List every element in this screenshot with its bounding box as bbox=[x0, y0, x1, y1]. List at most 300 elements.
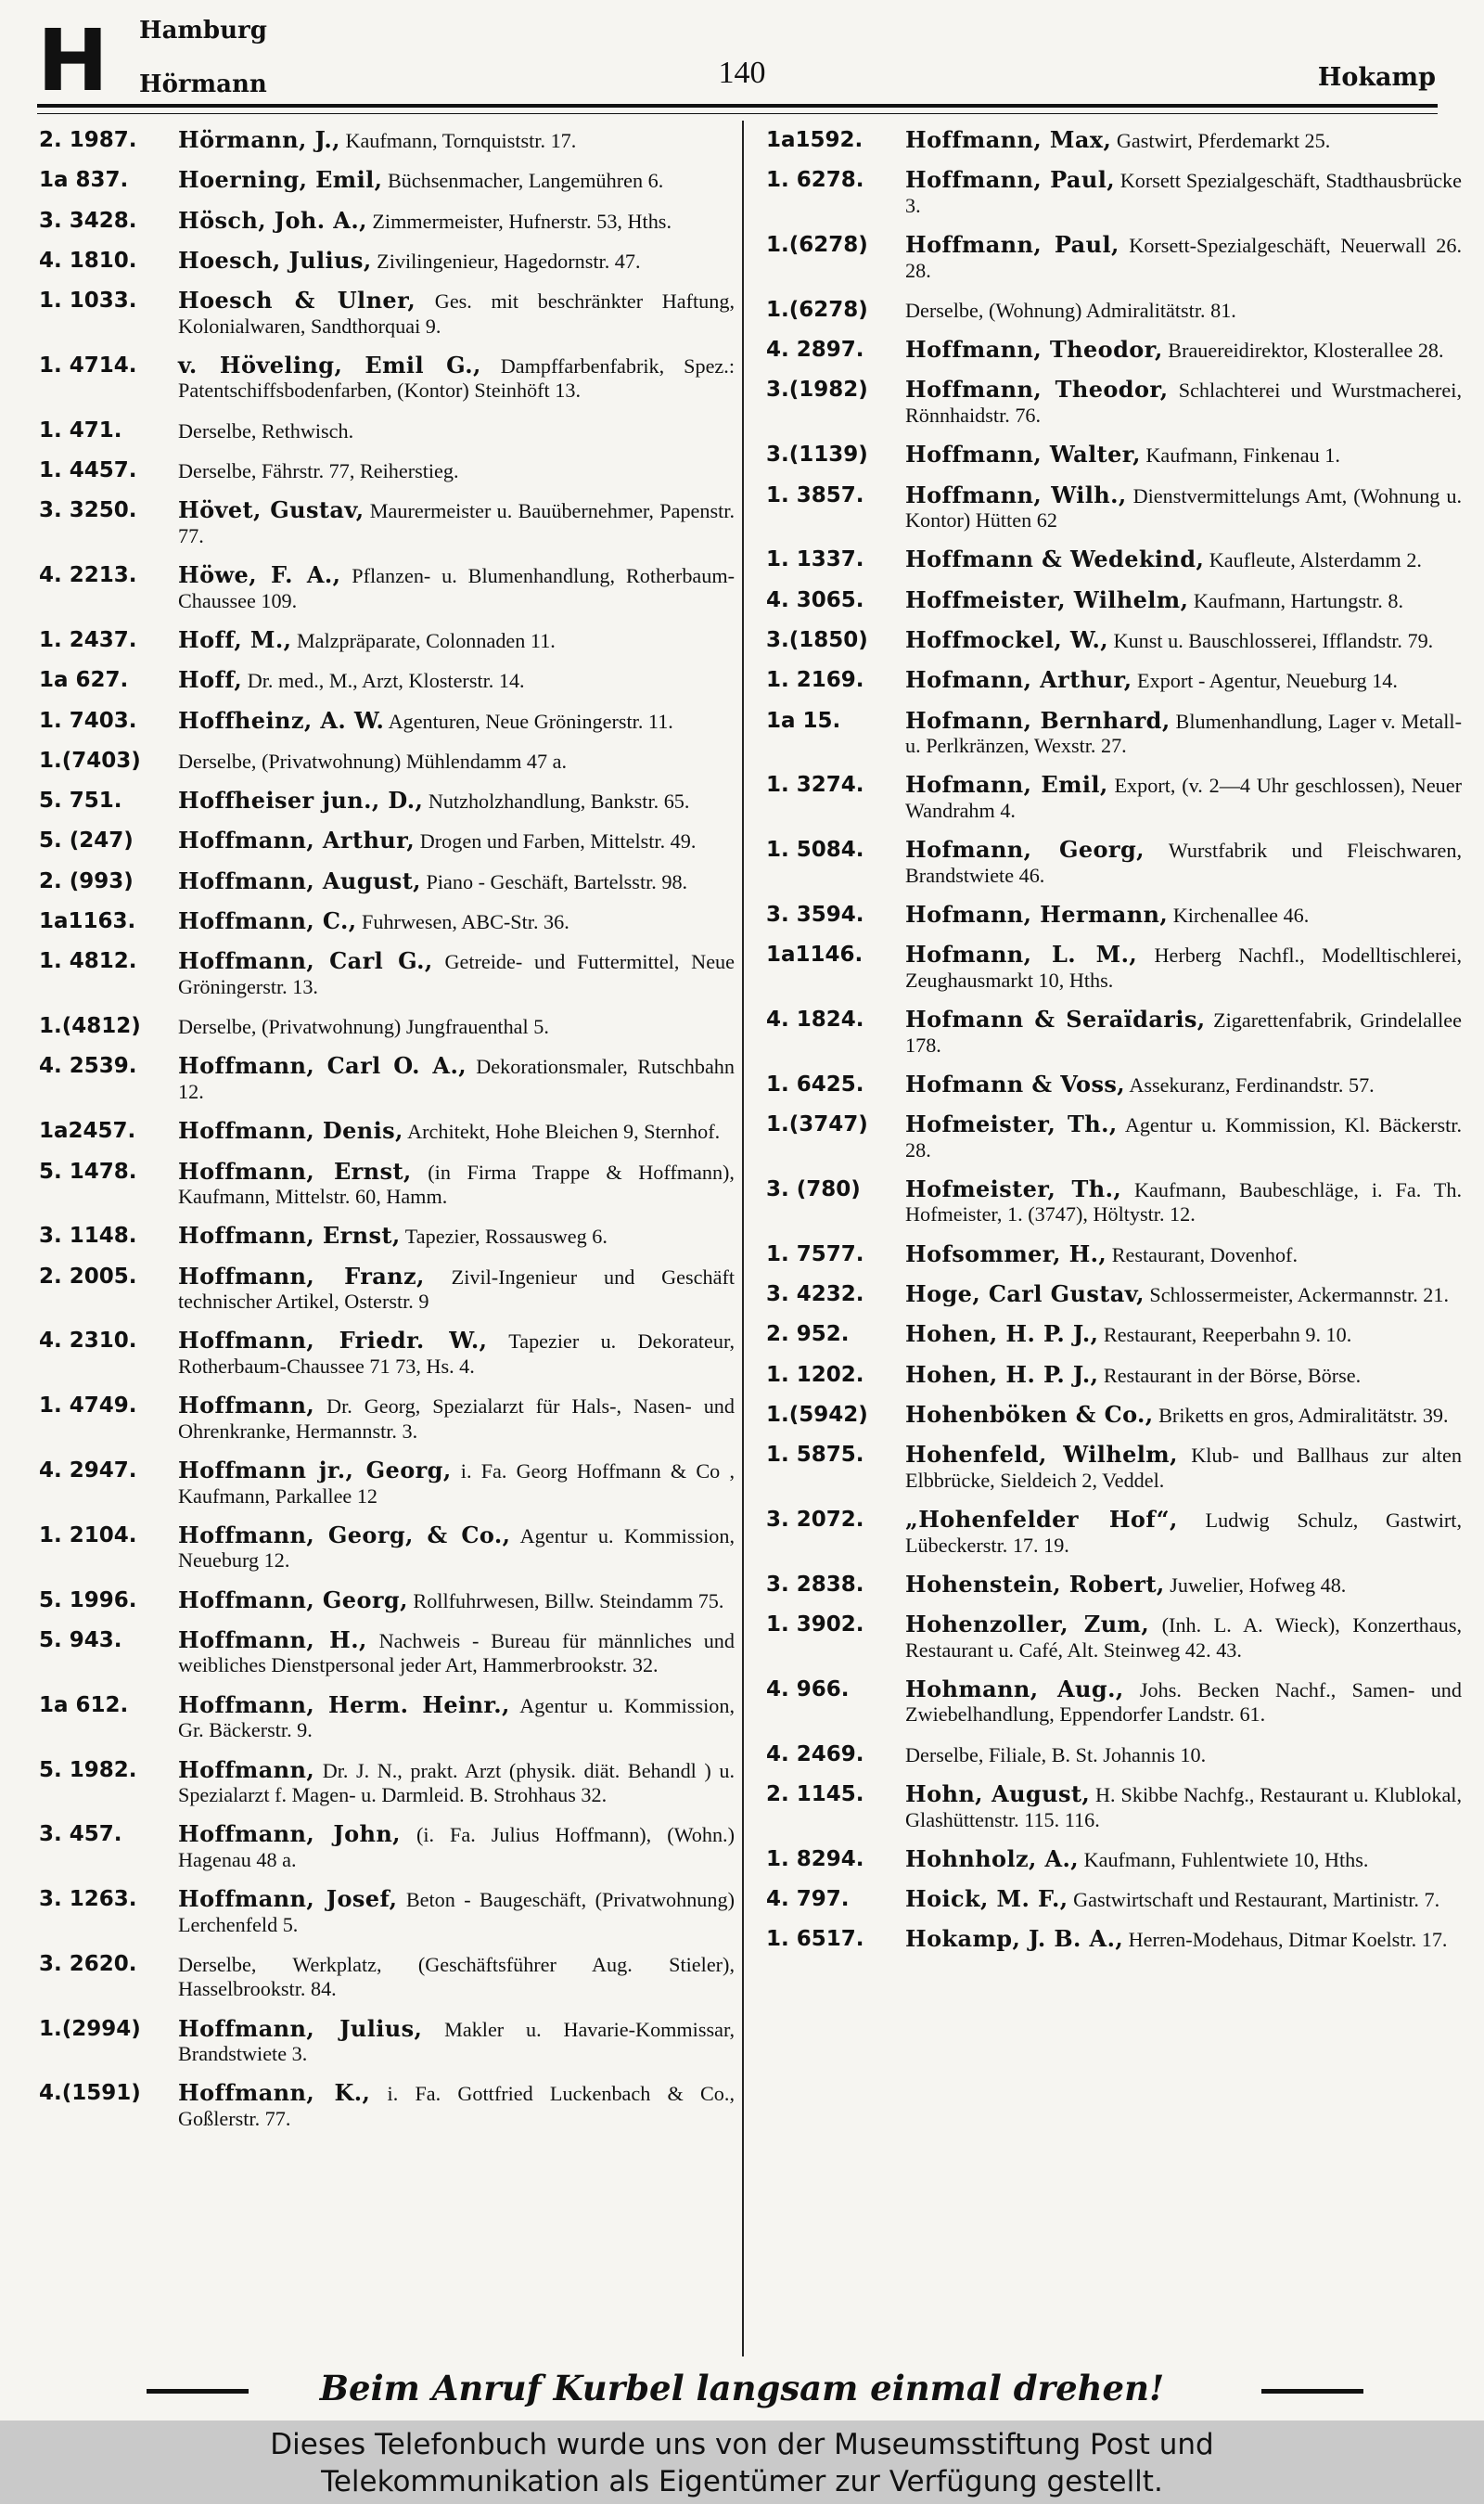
phone-number: 3. 2838. bbox=[766, 1572, 864, 1597]
entry-details: i. Fa. Gottfried Luckenbach & Co., Goßlerstr. 77. bbox=[178, 2082, 735, 2130]
phone-number: 1. 5084. bbox=[766, 838, 864, 863]
keyword-first-entry: Hörmann bbox=[139, 71, 267, 98]
phone-number: 5. 943. bbox=[39, 1627, 122, 1652]
subscriber-name: Hoffmann, Ernst, bbox=[178, 1222, 401, 1250]
entry-text bbox=[905, 1612, 1462, 1663]
entry-text bbox=[905, 1844, 1462, 1873]
entry-details: Zigarettenfabrik, Grindelallee 178. bbox=[905, 1008, 1462, 1057]
subscriber-name: Hoff, M., bbox=[178, 625, 292, 653]
entry-details: Gastwirt, Pferdemarkt 25. bbox=[1111, 129, 1331, 152]
phone-number: 1a1146. bbox=[766, 943, 864, 968]
entry-details: Rollfuhrwesen, Billw. Steindamm 75. bbox=[407, 1588, 724, 1612]
entry-details: H. Skibbe Nachfg., Restaurant u. Klublokal, Glashüttenstr. 115. 116. bbox=[905, 1783, 1463, 1831]
phone-number: 1. 1033. bbox=[39, 289, 137, 314]
subscriber-name: Hoff, bbox=[178, 666, 243, 694]
subscriber-name: Hoffmann, Theodor, bbox=[905, 376, 1169, 404]
directory-entry bbox=[766, 943, 1462, 993]
page-number: 140 bbox=[718, 56, 766, 90]
entry-text bbox=[905, 1400, 1462, 1429]
phone-number: 1.(7403) bbox=[39, 748, 141, 773]
phone-number: 1. 7577. bbox=[766, 1241, 864, 1266]
phone-number: 4. 966. bbox=[766, 1676, 850, 1701]
entry-text bbox=[178, 706, 735, 735]
directory-entry bbox=[766, 483, 1462, 533]
directory-entry bbox=[39, 458, 735, 484]
subscriber-name: Hohmann, Aug., bbox=[905, 1675, 1124, 1702]
entry-details: Piano - Geschäft, Bartelsstr. 98. bbox=[420, 869, 688, 893]
subscriber-name: Hoffmann, Friedr. W., bbox=[178, 1327, 488, 1355]
subscriber-name: „Hohenfelder Hof“, bbox=[905, 1506, 1178, 1534]
entry-text bbox=[178, 128, 735, 154]
directory-entry bbox=[39, 289, 735, 339]
entry-text bbox=[905, 298, 1462, 324]
column-divider bbox=[742, 121, 744, 2356]
subscriber-name: Hoffmann, Theodor, bbox=[905, 336, 1163, 364]
subscriber-name: Hoffmann, August, bbox=[178, 867, 421, 894]
directory-entry bbox=[39, 1054, 735, 1104]
directory-entry bbox=[766, 1072, 1462, 1098]
subscriber-name: Hoffmann, Paul, bbox=[905, 231, 1119, 259]
entry-details: Makler u. Havarie-Kommissar, Brandstwiete 3. bbox=[178, 2017, 736, 2066]
phone-number: 1. 3274. bbox=[766, 773, 864, 798]
subscriber-name: Hoffmann, Franz, bbox=[178, 1262, 425, 1290]
entry-details: Derselbe, (Wohnung) Admiralitätstr. 81. bbox=[905, 298, 1236, 322]
phone-number: 1. 4714. bbox=[39, 353, 137, 378]
entry-text bbox=[905, 1887, 1462, 1913]
directory-entry bbox=[766, 1239, 1462, 1268]
entry-details: Agentur u. Kommission, Gr. Bäckerstr. 9. bbox=[178, 1693, 735, 1742]
subscriber-name: Hoffmann, bbox=[178, 1392, 315, 1419]
subscriber-name: Hofmann & Voss, bbox=[905, 1070, 1126, 1098]
entry-details: Pflanzen- u. Blumenhandlung, Rotherbaum-Chaussee 109. bbox=[178, 564, 735, 612]
directory-entry bbox=[39, 246, 735, 275]
entry-details: Dekorationsmaler, Rutschbahn 12. bbox=[178, 1055, 735, 1103]
entry-text bbox=[178, 246, 735, 275]
phone-number: 3. 1148. bbox=[39, 1224, 137, 1249]
subscriber-name: Hörmann, J., bbox=[178, 126, 340, 153]
subscriber-name: Hoffmann, C., bbox=[178, 907, 357, 935]
phone-number: 3. 3594. bbox=[766, 902, 864, 927]
entry-details: (in Firma Trappe & Hoffmann), Kaufmann, Mittelstr. 60, Hamm. bbox=[178, 1160, 735, 1209]
entry-text bbox=[178, 1157, 735, 1210]
phone-number: 1. 2169. bbox=[766, 668, 864, 693]
subscriber-name: Hoffmann, Max, bbox=[905, 126, 1112, 153]
phone-number: 1a 15. bbox=[766, 708, 841, 733]
entry-text bbox=[178, 1523, 735, 1573]
directory-entry bbox=[766, 1400, 1462, 1429]
entry-details: Agentur u. Kommission, Neueburg 12. bbox=[178, 1523, 735, 1573]
subscriber-name: Hoffmann, H., bbox=[178, 1625, 367, 1653]
phone-number: 1a 837. bbox=[39, 168, 129, 193]
directory-entry bbox=[766, 1927, 1462, 1953]
phone-number: 4. 1824. bbox=[766, 1008, 864, 1033]
directory-entry bbox=[766, 773, 1462, 823]
subscriber-name: Hofmann, Bernhard, bbox=[905, 706, 1171, 734]
credit-bar bbox=[0, 2421, 1484, 2504]
directory-entry bbox=[766, 1177, 1462, 1227]
entry-details: Dienstvermittelungs Amt, (Wohnung u. Kontor) Hütten 62 bbox=[905, 483, 1462, 533]
entry-text bbox=[178, 1822, 735, 1872]
entry-details: Assekuranz, Ferdinandstr. 57. bbox=[1125, 1072, 1375, 1097]
entry-details: Agentur u. Kommission, Kl. Bäckerstr. 28. bbox=[905, 1113, 1463, 1162]
entry-details: Getreide- und Futtermittel, Neue Gröningerstr. 13. bbox=[178, 950, 735, 998]
directory-entry bbox=[766, 547, 1462, 573]
entry-details: Ges. mit beschränkter Haftung, Kolonialwaren, Sandthorquai 9. bbox=[178, 289, 735, 338]
phone-number: 3.(1139) bbox=[766, 443, 868, 468]
subscriber-name: v. Höveling, Emil G., bbox=[178, 351, 481, 379]
phone-number: 1. 5875. bbox=[766, 1443, 864, 1468]
directory-entry bbox=[766, 1322, 1462, 1348]
subscriber-name: Hoick, M. F., bbox=[905, 1885, 1068, 1913]
entry-details: Herren-Modehaus, Ditmar Koelstr. 17. bbox=[1123, 1928, 1448, 1952]
entry-details: Malzpräparate, Colonnaden 11. bbox=[291, 628, 556, 652]
subscriber-name: Hokamp, J. B. A., bbox=[905, 1925, 1124, 1953]
subscriber-name: Hoerning, Emil, bbox=[178, 166, 383, 194]
phone-number: 1a1592. bbox=[766, 128, 864, 152]
subscriber-name: Hofmann, Arthur, bbox=[905, 666, 1132, 694]
entry-details: Kaufmann, Hartungstr. 8. bbox=[1188, 588, 1404, 612]
subscriber-name: Hoffmann, John, bbox=[178, 1820, 401, 1848]
phone-number: 3.(1982) bbox=[766, 378, 868, 403]
phone-number: 1.(6278) bbox=[766, 297, 868, 322]
directory-entry bbox=[766, 443, 1462, 469]
phone-number: 3. 2072. bbox=[766, 1508, 864, 1533]
subscriber-name: Hohen, H. P. J., bbox=[905, 1320, 1099, 1348]
directory-entry bbox=[766, 838, 1462, 888]
entry-details: Brauereidirektor, Klosterallee 28. bbox=[1162, 339, 1444, 363]
entry-details: Briketts en gros, Admiralitätstr. 39. bbox=[1153, 1403, 1449, 1427]
directory-entry bbox=[766, 585, 1462, 614]
entry-details: Derselbe, Rethwisch. bbox=[178, 418, 354, 443]
phone-number: 1. 3857. bbox=[766, 482, 864, 507]
subscriber-name: Höwe, F. A., bbox=[178, 561, 341, 589]
phone-number: 2. 1987. bbox=[39, 128, 137, 152]
entry-details: Tapezier, Rossausweg 6. bbox=[400, 1225, 608, 1249]
directory-entry bbox=[766, 378, 1462, 428]
entry-details: Büchsenmacher, Langemühren 6. bbox=[382, 169, 664, 193]
phone-number: 4. 797. bbox=[766, 1887, 850, 1912]
subscriber-name: Hoffmann, Josef, bbox=[178, 1885, 398, 1913]
entry-text bbox=[905, 1239, 1462, 1268]
entry-text bbox=[905, 1112, 1462, 1162]
entry-details: (i. Fa. Julius Hoffmann), (Wohn.) Hagenau 48 a. bbox=[178, 1823, 735, 1871]
phone-number: 1.(3747) bbox=[766, 1112, 868, 1137]
phone-number: 4.(1591) bbox=[39, 2081, 141, 2106]
subscriber-name: Hoffmann, Georg, & Co., bbox=[178, 1521, 511, 1548]
entry-text bbox=[178, 1952, 735, 2002]
footer-notice: Beim Anruf Kurbel langsam einmal drehen! bbox=[319, 2368, 1165, 2408]
subscriber-name: Hohnholz, A., bbox=[905, 1844, 1080, 1872]
directory-entry bbox=[39, 1014, 735, 1040]
phone-number: 1. 471. bbox=[39, 417, 122, 443]
entry-details: Schlossermeister, Ackermannstr. 21. bbox=[1144, 1283, 1450, 1307]
phone-number: 2. 2005. bbox=[39, 1264, 137, 1289]
subscriber-name: Hohen, H. P. J., bbox=[905, 1360, 1099, 1388]
entry-details: Johs. Becken Nachf., Samen- und Zwiebelhandlung, Eppendorfer Landstr. 61. bbox=[905, 1677, 1462, 1727]
entry-details: Tapezier u. Dekorateur, Rotherbaum-Chaussee 71 73, Hs. 4. bbox=[178, 1329, 735, 1378]
subscriber-name: Hoffmann, Ernst, bbox=[178, 1157, 412, 1185]
directory-entry bbox=[39, 1393, 735, 1444]
directory-entry bbox=[766, 128, 1462, 154]
subscriber-name: Hoffmann jr., Georg, bbox=[178, 1457, 452, 1484]
phone-number: 2. 952. bbox=[766, 1322, 850, 1347]
directory-entry bbox=[39, 498, 735, 548]
entry-details: Restaurant, Dovenhof. bbox=[1107, 1242, 1298, 1266]
entry-text bbox=[178, 1119, 735, 1145]
phone-number: 2. (993) bbox=[39, 868, 134, 893]
phone-number: 4. 2213. bbox=[39, 563, 137, 588]
entry-details: Wurstfabrik und Fleischwaren, Brandstwiete 46. bbox=[905, 839, 1462, 887]
phone-number: 3. 457. bbox=[39, 1822, 122, 1847]
subscriber-name: Hoffmann, Arthur, bbox=[178, 827, 416, 854]
entry-details: Korsett-Spezialgeschäft, Neuerwall 26. 28. bbox=[905, 234, 1462, 282]
phone-number: 4. 2310. bbox=[39, 1329, 137, 1354]
subscriber-name: Hoffheinz, A. W. bbox=[178, 706, 385, 734]
credit-line-1: Dieses Telefonbuch wurde uns von der Museumsstiftung Post und bbox=[270, 2428, 1214, 2461]
entry-details: Kirchenallee 46. bbox=[1168, 903, 1310, 927]
phone-number: 1.(6278) bbox=[766, 233, 868, 258]
directory-entry bbox=[766, 1008, 1462, 1058]
phone-number: 1.(2994) bbox=[39, 2016, 141, 2041]
entry-details: Klub- und Ballhaus zur alten Elbbrücke, Sieldeich 2, Veddel. bbox=[905, 1444, 1462, 1492]
entry-details: Gastwirtschaft und Restaurant, Martinistr. 7. bbox=[1068, 1888, 1440, 1912]
subscriber-name: Hohenstein, Robert, bbox=[905, 1570, 1165, 1598]
phone-number: 5. 1996. bbox=[39, 1587, 137, 1612]
subscriber-name: Hoffmann, Carl O. A., bbox=[178, 1052, 467, 1080]
entry-text bbox=[905, 1360, 1462, 1389]
right-column bbox=[766, 128, 1462, 1968]
entry-details: Nutzholzhandlung, Bankstr. 65. bbox=[423, 790, 690, 814]
entry-details: Kaufmann, Fuhlentwiete 10, Hths. bbox=[1079, 1847, 1369, 1871]
page-footer bbox=[0, 2364, 1484, 2410]
entry-text bbox=[178, 418, 735, 444]
header-rule-thin bbox=[37, 113, 1438, 114]
entry-text bbox=[905, 1782, 1462, 1832]
directory-entry bbox=[39, 206, 735, 235]
directory-entry bbox=[39, 2014, 736, 2067]
entry-details: Blumenhandlung, Lager v. Metall- u. Perlkränzen, Wexstr. 27. bbox=[905, 709, 1462, 758]
phone-number: 1. 4749. bbox=[39, 1393, 137, 1419]
subscriber-name: Hövet, Gustav, bbox=[178, 496, 365, 524]
entry-details: Juwelier, Hofweg 48. bbox=[1164, 1573, 1347, 1597]
entry-text bbox=[905, 483, 1462, 533]
entry-details: Drogen und Farben, Mittelstr. 49. bbox=[415, 829, 697, 854]
entry-details: Maurermeister u. Bauübernehmer, Papenstr. 77. bbox=[178, 499, 735, 547]
phone-number: 3. 2620. bbox=[39, 1951, 137, 1976]
phone-number: 4. 1810. bbox=[39, 248, 137, 273]
phone-number: 4. 2947. bbox=[39, 1458, 137, 1483]
directory-entry bbox=[766, 625, 1462, 654]
directory-entry bbox=[39, 1329, 735, 1379]
directory-entry bbox=[766, 1282, 1462, 1308]
directory-entry bbox=[39, 168, 735, 194]
phone-number: 3. 3428. bbox=[39, 208, 137, 233]
entry-text bbox=[905, 1008, 1462, 1058]
entry-text bbox=[178, 869, 735, 895]
subscriber-name: Hofmann, Georg, bbox=[905, 836, 1145, 864]
phone-number: 4. 2897. bbox=[766, 338, 864, 363]
subscriber-name: Hoesch & Ulner, bbox=[178, 287, 416, 315]
phone-number: 1. 4457. bbox=[39, 458, 137, 483]
subscriber-name: Hoffmann, K., bbox=[178, 2079, 371, 2107]
directory-entry bbox=[766, 1360, 1462, 1389]
entry-text bbox=[178, 289, 735, 339]
phone-number: 4. 2539. bbox=[39, 1054, 137, 1079]
directory-entry bbox=[39, 1952, 735, 2002]
directory-entry bbox=[766, 338, 1462, 364]
entry-text bbox=[178, 2014, 736, 2067]
phone-number: 2. 1145. bbox=[766, 1782, 864, 1806]
phone-number: 5. (247) bbox=[39, 828, 134, 854]
subscriber-name: Hoffmann, Wilh., bbox=[905, 481, 1127, 508]
subscriber-name: Hohenböken & Co., bbox=[905, 1400, 1154, 1428]
directory-entry bbox=[39, 1755, 735, 1808]
entry-text bbox=[178, 1588, 735, 1614]
directory-entry bbox=[39, 749, 735, 775]
directory-entry bbox=[39, 2081, 735, 2131]
phone-number: 1. 8294. bbox=[766, 1846, 864, 1871]
entry-text bbox=[905, 1508, 1462, 1558]
entry-details: Dampffarbenfabrik, Spez.: Patentschiffsbodenfarben, (Kontor) Steinhöft 13. bbox=[178, 353, 735, 403]
directory-entry bbox=[39, 1458, 735, 1509]
subscriber-name: Hohenfeld, Wilhelm, bbox=[905, 1441, 1178, 1469]
subscriber-name: Hohenzoller, Zum, bbox=[905, 1611, 1150, 1638]
entry-text bbox=[178, 1887, 735, 1937]
phone-number: 4. 3065. bbox=[766, 587, 864, 612]
subscriber-name: Hofmann, L. M., bbox=[905, 941, 1138, 969]
directory-entry bbox=[39, 128, 735, 154]
entry-text bbox=[905, 943, 1462, 993]
phone-number: 1. 2104. bbox=[39, 1522, 137, 1547]
entry-text bbox=[905, 1742, 1462, 1768]
directory-entry bbox=[39, 1262, 735, 1315]
entry-details: Derselbe, (Privatwohnung) Jungfrauenthal 5. bbox=[178, 1015, 549, 1039]
phone-number: 5. 751. bbox=[39, 789, 122, 814]
entry-details: Export, (v. 2—4 Uhr geschlossen), Neuer Wandrahm 4. bbox=[905, 774, 1462, 822]
phone-number: 3.(1850) bbox=[766, 627, 868, 652]
subscriber-name: Hoge, Carl Gustav, bbox=[905, 1280, 1145, 1308]
directory-entry bbox=[39, 706, 735, 735]
header-rule-thick bbox=[37, 104, 1438, 108]
entry-text bbox=[905, 706, 1462, 759]
entry-details: (Inh. L. A. Wieck), Konzerthaus, Restaurant u. Café, Alt. Steinweg 42. 43. bbox=[905, 1613, 1462, 1662]
directory-entry bbox=[39, 1690, 735, 1743]
subscriber-name: Hösch, Joh. A., bbox=[178, 206, 367, 234]
entry-text bbox=[905, 1322, 1462, 1348]
entry-details: i. Fa. Georg Hoffmann & Co , Kaufmann, Parkallee 12 bbox=[178, 1459, 735, 1508]
phone-number: 1a1163. bbox=[39, 909, 136, 934]
entry-text bbox=[178, 1625, 735, 1678]
subscriber-name: Hoffmann, Julius, bbox=[178, 2014, 423, 2042]
credit-line-2: Telekommunikation als Eigentümer zur Verfügung gestellt. bbox=[321, 2465, 1163, 2498]
entry-details: Kaufmann, Finkenau 1. bbox=[1140, 443, 1340, 468]
entry-text bbox=[905, 773, 1462, 823]
entry-details: Architekt, Hohe Bleichen 9, Sternhof. bbox=[403, 1120, 721, 1144]
entry-text bbox=[905, 1570, 1462, 1599]
phone-number: 1. 7403. bbox=[39, 708, 137, 733]
entry-details: Kaufleute, Alsterdamm 2. bbox=[1204, 548, 1422, 572]
entry-details: Dr. J. N., prakt. Arzt (physik. diät. Behandl ) u. Spezialarzt f. Magen- u. Darmleid. B. Strohhaus 32. bbox=[178, 1758, 735, 1806]
directory-entry bbox=[39, 1822, 735, 1872]
entry-text bbox=[178, 1224, 735, 1250]
directory-entry bbox=[39, 1224, 735, 1250]
subscriber-name: Hofmann & Seraïdaris, bbox=[905, 1006, 1206, 1034]
entry-text bbox=[178, 2081, 735, 2131]
directory-entry bbox=[39, 828, 735, 854]
entry-details: Dr. Georg, Spezialarzt für Hals-, Nasen- und Ohrenkranke, Hermannstr. 3. bbox=[178, 1394, 735, 1443]
directory-entry bbox=[766, 1612, 1462, 1663]
entry-text bbox=[178, 1690, 735, 1743]
subscriber-name: Hoffmockel, W., bbox=[905, 625, 1108, 653]
entry-details: Derselbe, Fährstr. 77, Reiherstieg. bbox=[178, 459, 459, 483]
entry-details: Dr. med., M., Arzt, Klosterstr. 14. bbox=[242, 669, 525, 693]
subscriber-name: Hoffmann, Denis, bbox=[178, 1117, 403, 1145]
phone-number: 1. 6425. bbox=[766, 1072, 864, 1097]
entry-text bbox=[905, 168, 1462, 218]
directory-entry bbox=[766, 1782, 1462, 1832]
phone-number: 1a 612. bbox=[39, 1692, 129, 1717]
directory-entry bbox=[766, 900, 1462, 929]
section-letter: H bbox=[37, 11, 109, 110]
entry-details: Kaufmann, Baubeschläge, i. Fa. Th. Hofmeister, 1. (3747), Höltystr. 12. bbox=[905, 1177, 1462, 1226]
directory-entry bbox=[39, 1887, 735, 1937]
entry-text bbox=[178, 206, 735, 235]
entry-text bbox=[905, 625, 1462, 654]
directory-entry bbox=[39, 1625, 735, 1678]
subscriber-name: Hofmann, Emil, bbox=[905, 771, 1108, 799]
entry-text bbox=[178, 1054, 735, 1104]
entry-details: Schlachterei und Wurstmacherei, Rönnhaidstr. 76. bbox=[905, 379, 1462, 427]
entry-text bbox=[178, 1755, 735, 1808]
subscriber-name: Hoffheiser jun., D., bbox=[178, 787, 424, 815]
entry-text bbox=[905, 443, 1462, 469]
directory-entry bbox=[39, 625, 735, 654]
subscriber-name: Hoffmann, bbox=[178, 1755, 315, 1783]
directory-entry bbox=[39, 949, 735, 999]
entry-text bbox=[905, 1177, 1462, 1227]
entry-text bbox=[905, 338, 1462, 364]
phone-number: 1. 4812. bbox=[39, 949, 137, 974]
keyword-last-entry: Hokamp bbox=[1317, 63, 1436, 92]
entry-details: Derselbe, Werkplatz, (Geschäftsführer Aug. Stieler), Hasselbrookstr. 84. bbox=[178, 1952, 735, 2001]
entry-details: Restaurant in der Börse, Börse. bbox=[1098, 1363, 1362, 1387]
entry-text bbox=[178, 498, 735, 548]
phone-number: 1. 2437. bbox=[39, 627, 137, 652]
entry-text bbox=[905, 233, 1462, 283]
directory-entry bbox=[39, 563, 735, 613]
entry-text bbox=[905, 378, 1462, 428]
directory-entry bbox=[39, 909, 735, 935]
phone-number: 1a2457. bbox=[39, 1119, 136, 1144]
directory-entry bbox=[766, 1508, 1462, 1558]
entry-text bbox=[178, 949, 735, 999]
directory-entry bbox=[39, 668, 735, 694]
phone-number: 1. 6517. bbox=[766, 1927, 864, 1952]
entry-details: Zimmermeister, Hufnerstr. 53, Hths. bbox=[366, 209, 672, 233]
phone-number: 3. 3250. bbox=[39, 498, 137, 523]
left-column bbox=[39, 128, 735, 2146]
phone-number: 3. 4232. bbox=[766, 1282, 864, 1307]
entry-details: Export - Agentur, Neueburg 14. bbox=[1132, 669, 1398, 693]
phone-number: 1. 3902. bbox=[766, 1612, 864, 1637]
entry-text bbox=[178, 168, 735, 194]
directory-entry bbox=[39, 789, 735, 815]
entry-text bbox=[905, 1282, 1462, 1308]
phone-number: 1.(4812) bbox=[39, 1014, 141, 1039]
phone-number: 3. (780) bbox=[766, 1176, 861, 1201]
footer-rule-right bbox=[1261, 2389, 1363, 2394]
directory-entry bbox=[39, 869, 735, 895]
